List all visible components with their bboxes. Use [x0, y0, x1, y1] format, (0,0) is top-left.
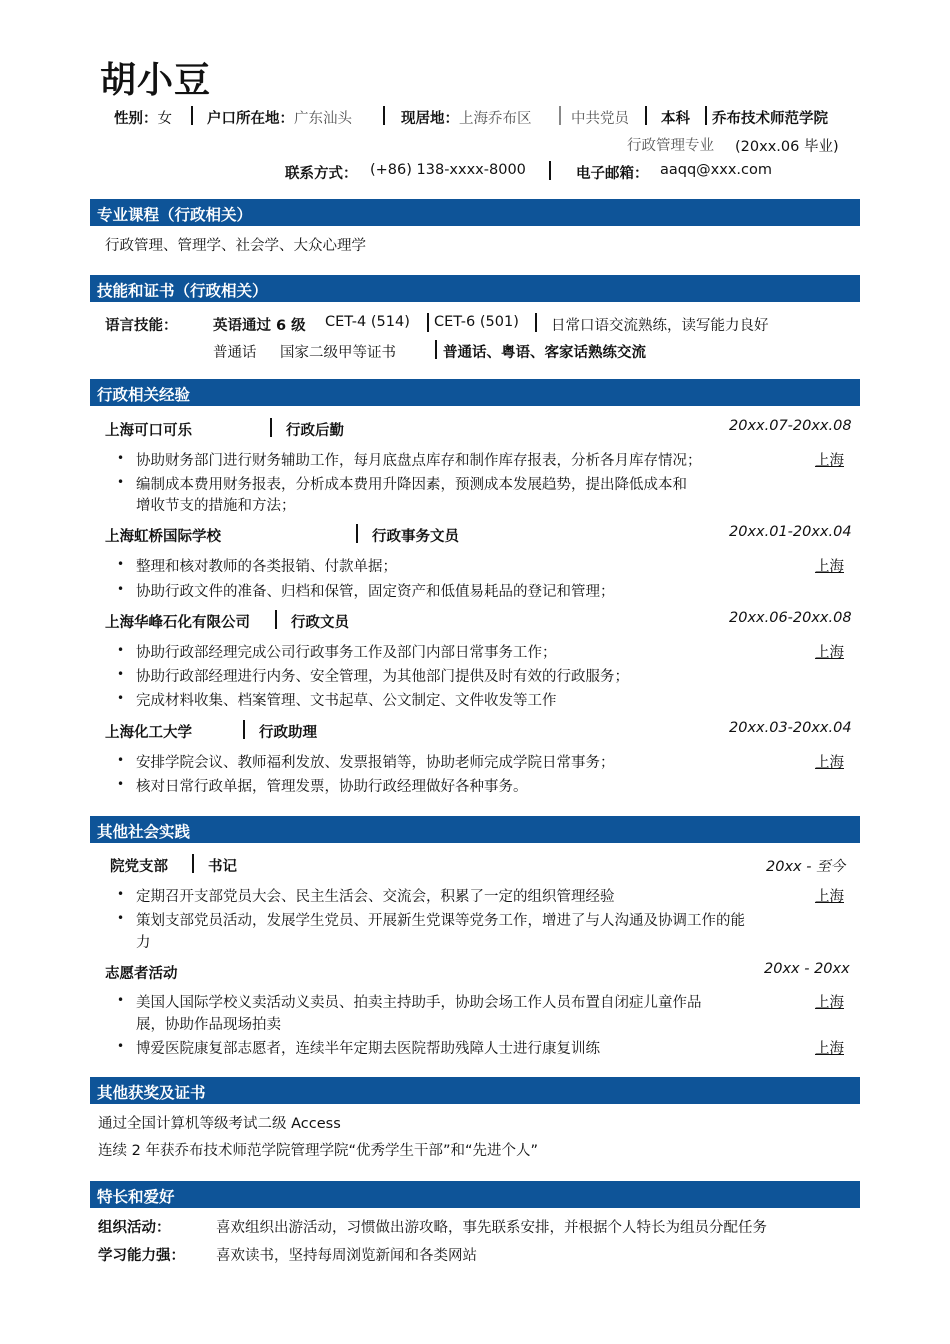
social-bullet: 博爱医院康复部志愿者，连续半年定期去医院帮助残障人士进行康复训练 [136, 1041, 600, 1057]
section-header-skills [90, 275, 860, 302]
party: 中共党员 [571, 111, 629, 127]
section-title: 专业课程（行政相关） [97, 206, 253, 224]
cet4: CET-4 (514) [325, 314, 410, 330]
hukou-value: 广东汕头 [294, 111, 352, 127]
residence-value: 上海乔布区 [459, 111, 532, 127]
job-company: 上海虹桥国际学校 [105, 529, 221, 545]
bullet-icon: • [117, 643, 125, 657]
hobby-value: 喜欢读书，坚持每周浏览新闻和各类网站 [216, 1248, 477, 1264]
bullet-icon: • [117, 451, 125, 465]
job-role: 行政助理 [259, 725, 317, 741]
bullet-icon: • [117, 753, 125, 767]
bullet-icon: • [117, 667, 125, 681]
contact-label: 联系方式： [285, 166, 358, 182]
language-label: 语言技能： [105, 318, 178, 334]
job-date: 20xx.07-20xx.08 [729, 418, 852, 434]
job-location: 上海 [815, 559, 844, 575]
job-bullet: 整理和核对教师的各类报销、付款单据； [136, 559, 397, 575]
job-role: 行政事务文员 [372, 529, 459, 545]
bullet-icon: • [117, 691, 125, 705]
divider [559, 106, 561, 125]
social-bullet: 力 [136, 935, 151, 951]
divider [705, 106, 707, 125]
job-company: 上海可口可乐 [105, 423, 192, 439]
social-bullet: 美国人国际学校义卖活动义卖员、拍卖主持助手，协助会场工作人员布置自闭症儿童作品 [136, 995, 702, 1011]
job-bullet: 编制成本费用财务报表，分析成本费用升降因素，预测成本发展趋势，提出降低成本和 [136, 477, 687, 493]
divider [645, 106, 647, 125]
contact-value: (+86) 138-xxxx-8000 [370, 162, 526, 178]
job-role: 行政后勤 [286, 423, 344, 439]
divider [356, 524, 358, 543]
job-bullet: 协助财务部门进行财务辅助工作，每月底盘点库存和制作库存报表，分析各月库存情况； [136, 453, 702, 469]
bullet-icon: • [117, 911, 125, 925]
section-title: 行政相关经验 [97, 386, 191, 404]
hobby-value: 喜欢组织出游活动，习惯做出游攻略，事先联系安排，并根据个人特长为组员分配任务 [216, 1220, 767, 1236]
email-label: 电子邮箱： [576, 166, 649, 182]
job-date: 20xx.01-20xx.04 [729, 524, 852, 540]
job-company: 上海华峰石化有限公司 [105, 615, 250, 631]
gender-value: 女 [157, 111, 172, 127]
email-value: aaqq@xxx.com [660, 162, 772, 178]
section-header-hobbies [90, 1181, 860, 1208]
dialects: 普通话、粤语、客家话熟练交流 [443, 345, 646, 361]
cet6: CET-6 (501) [434, 314, 519, 330]
job-bullet: 核对日常行政单据，管理发票，协助行政经理做好各种事务。 [136, 779, 528, 795]
social-bullet: 定期召开支部党员大会、民主生活会、交流会，积累了一定的组织管理经验 [136, 889, 615, 905]
social-bullet: 策划支部党员活动，发展学生党员、开展新生党课等党务工作，增进了与人沟通及协调工作的能 [136, 913, 745, 929]
bullet-icon: • [117, 557, 125, 571]
divider [383, 106, 385, 125]
hobby-label: 组织活动： [98, 1220, 171, 1236]
mandarin: 普通话 [213, 345, 257, 361]
divider [243, 720, 245, 739]
job-bullet: 协助行政部经理进行内务、安全管理，为其他部门提供及时有效的行政服务； [136, 669, 629, 685]
social-date: 20xx - 至今 [766, 859, 846, 875]
personal-info-line [114, 107, 172, 128]
divider [427, 313, 429, 332]
job-bullet: 完成材料收集、档案管理、文书起草、公文制定、文件收发等工作 [136, 693, 557, 709]
social-location: 上海 [815, 889, 844, 905]
divider [535, 313, 537, 332]
divider [435, 340, 437, 359]
social-date: 20xx - 20xx [764, 961, 850, 977]
section-title: 其他获奖及证书 [97, 1084, 206, 1102]
job-date: 20xx.06-20xx.08 [729, 610, 852, 626]
bullet-icon: • [117, 1039, 125, 1053]
gender-label: 性别： [114, 111, 158, 127]
job-location: 上海 [815, 453, 844, 469]
job-location: 上海 [815, 755, 844, 771]
social-location: 上海 [815, 995, 844, 1011]
section-header-awards [90, 1077, 860, 1104]
section-header-social [90, 816, 860, 843]
mandarin-cert: 国家二级甲等证书 [280, 345, 396, 361]
divider [549, 161, 551, 180]
hukou-label: 户口所在地： [207, 111, 294, 127]
bullet-icon: • [117, 582, 125, 596]
job-bullet: 安排学院会议、教师福利发放、发票报销等，协助老师完成学院日常事务； [136, 755, 615, 771]
section-title: 特长和爱好 [97, 1188, 175, 1206]
candidate-name: 胡小豆 [100, 60, 212, 101]
section-header-courses [90, 199, 860, 226]
job-company: 上海化工大学 [105, 725, 192, 741]
social-bullet: 展，协助作品现场拍卖 [136, 1017, 281, 1033]
job-role: 行政文员 [291, 615, 349, 631]
school: 乔布技术师范学院 [712, 111, 828, 127]
section-header-experience [90, 379, 860, 406]
job-bullet: 协助行政部经理完成公司行政事务工作及部门内部日常事务工作； [136, 645, 557, 661]
divider [275, 610, 277, 629]
hobby-label: 学习能力强： [98, 1248, 185, 1264]
divider [192, 854, 194, 873]
social-org: 志愿者活动 [105, 966, 178, 982]
residence [401, 107, 532, 128]
courses-content: 行政管理、管理学、社会学、大众心理学 [105, 238, 366, 254]
social-role: 书记 [208, 859, 237, 875]
degree: 本科 [661, 111, 690, 127]
divider [270, 418, 272, 437]
divider [191, 106, 193, 125]
job-bullet: 增收节支的措施和方法； [136, 498, 296, 514]
job-location: 上海 [815, 645, 844, 661]
english-level: 英语通过 6 级 [213, 318, 306, 334]
residence-label: 现居地： [401, 111, 459, 127]
section-title: 技能和证书（行政相关） [97, 282, 268, 300]
social-location: 上海 [815, 1041, 844, 1057]
major: 行政管理专业 [627, 138, 714, 154]
graduation: (20xx.06 毕业) [735, 139, 839, 155]
bullet-icon: • [117, 993, 125, 1007]
section-title: 其他社会实践 [97, 823, 191, 841]
bullet-icon: • [117, 475, 125, 489]
award-item: 通过全国计算机等级考试二级 Access [98, 1116, 341, 1132]
job-bullet: 协助行政文件的准备、归档和保管，固定资产和低值易耗品的登记和管理； [136, 584, 615, 600]
english-desc: 日常口语交流熟练，读写能力良好 [551, 318, 769, 334]
award-item: 连续 2 年获乔布技术师范学院管理学院“优秀学生干部”和“先进个人” [98, 1143, 538, 1159]
bullet-icon: • [117, 887, 125, 901]
bullet-icon: • [117, 777, 125, 791]
hukou [207, 107, 352, 128]
job-date: 20xx.03-20xx.04 [729, 720, 852, 736]
social-org: 院党支部 [110, 859, 168, 875]
